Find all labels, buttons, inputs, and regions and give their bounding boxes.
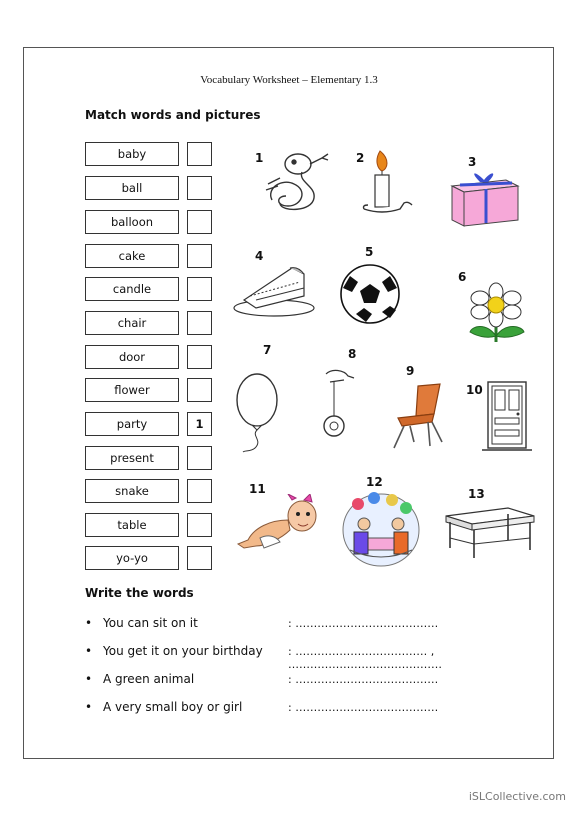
word-box: candle bbox=[85, 277, 179, 301]
answer-blank[interactable]: : ………………………………… bbox=[288, 673, 439, 686]
answer-box[interactable] bbox=[187, 546, 212, 570]
question-item bbox=[85, 672, 194, 686]
picture-number: 8 bbox=[348, 347, 357, 361]
answer-blank[interactable]: : ………………………………… bbox=[288, 701, 439, 714]
word-box: door bbox=[85, 345, 179, 369]
question-item bbox=[85, 616, 198, 630]
answer-blank[interactable]: : ……………………………… , …………………………………… bbox=[288, 645, 442, 671]
picture-number: 4 bbox=[255, 249, 264, 263]
picture-number: 6 bbox=[458, 270, 467, 284]
bullet-icon: • bbox=[85, 672, 93, 686]
answer-box[interactable] bbox=[187, 244, 212, 268]
word-box: present bbox=[85, 446, 179, 470]
answer-box[interactable]: 1 bbox=[187, 412, 212, 436]
picture-number: 7 bbox=[263, 343, 272, 357]
word-box: snake bbox=[85, 479, 179, 503]
answer-box[interactable] bbox=[187, 311, 212, 335]
picture-number: 9 bbox=[406, 364, 415, 378]
picture-number: 2 bbox=[356, 151, 365, 165]
site-watermark: iSLCollective.com bbox=[468, 790, 566, 803]
table-picture bbox=[442, 502, 538, 562]
question-text: A very small boy or girl bbox=[103, 700, 243, 714]
answer-box[interactable] bbox=[187, 277, 212, 301]
bullet-icon: • bbox=[85, 616, 93, 630]
question-item bbox=[85, 644, 263, 658]
question-text: You get it on your birthday bbox=[103, 644, 263, 658]
answer-box[interactable] bbox=[187, 446, 212, 470]
flower-picture bbox=[462, 282, 532, 346]
answer-blank[interactable]: : ………………………………… bbox=[288, 617, 439, 630]
picture-number: 3 bbox=[468, 155, 477, 169]
picture-number: 5 bbox=[365, 245, 374, 259]
question-text: A green animal bbox=[103, 672, 195, 686]
word-box: balloon bbox=[85, 210, 179, 234]
present-picture bbox=[446, 168, 522, 230]
picture-number: 13 bbox=[468, 487, 485, 501]
question-item bbox=[85, 700, 242, 714]
bullet-icon: • bbox=[85, 644, 93, 658]
word-box: cake bbox=[85, 244, 179, 268]
candle-picture bbox=[360, 143, 416, 217]
picture-number: 1 bbox=[255, 151, 264, 165]
match-heading: Match words and pictures bbox=[85, 108, 261, 122]
word-box: chair bbox=[85, 311, 179, 335]
party-picture bbox=[340, 490, 422, 568]
answer-box[interactable] bbox=[187, 142, 212, 166]
balloon-picture bbox=[233, 370, 283, 454]
word-box: party bbox=[85, 412, 179, 436]
cake-picture bbox=[232, 262, 316, 320]
picture-number: 12 bbox=[366, 475, 383, 489]
word-box: ball bbox=[85, 176, 179, 200]
ball-picture bbox=[338, 262, 402, 326]
chair-picture bbox=[388, 380, 446, 452]
bullet-icon: • bbox=[85, 700, 93, 714]
picture-number: 10 bbox=[466, 383, 483, 397]
answer-box[interactable] bbox=[187, 479, 212, 503]
answer-box[interactable] bbox=[187, 378, 212, 402]
door-picture bbox=[482, 378, 532, 454]
baby-picture bbox=[230, 494, 320, 554]
word-box: flower bbox=[85, 378, 179, 402]
yoyo-picture bbox=[318, 364, 368, 440]
word-box: table bbox=[85, 513, 179, 537]
picture-number: 11 bbox=[249, 482, 266, 496]
answer-box[interactable] bbox=[187, 345, 212, 369]
snake-picture bbox=[262, 148, 334, 214]
question-text: You can sit on it bbox=[103, 616, 198, 630]
worksheet-title: Vocabulary Worksheet – Elementary 1.3 bbox=[200, 74, 378, 86]
answer-box[interactable] bbox=[187, 176, 212, 200]
answer-box[interactable] bbox=[187, 210, 212, 234]
word-box: baby bbox=[85, 142, 179, 166]
word-box: yo-yo bbox=[85, 546, 179, 570]
answer-box[interactable] bbox=[187, 513, 212, 537]
write-heading: Write the words bbox=[85, 586, 194, 600]
